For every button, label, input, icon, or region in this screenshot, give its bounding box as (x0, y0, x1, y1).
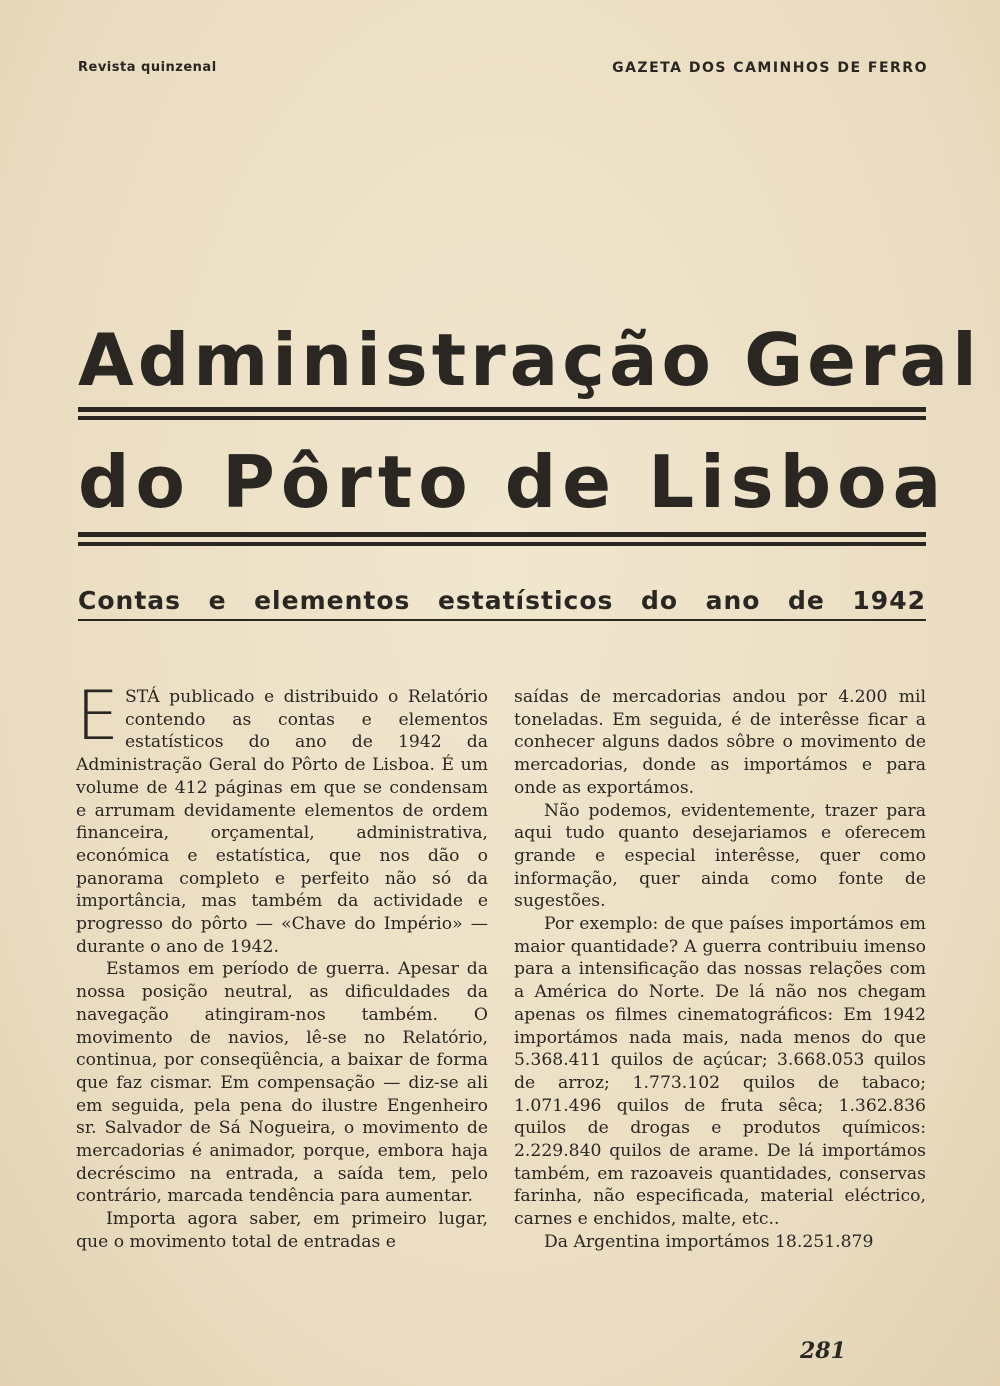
paragraph: Estamos em período de guerra. Apesar da nossa posição neutral, as dificuldades da navegação atingiram-nos também. O movimento de navios, lê-se no Relatório, continua, por conseqüência, a baixar de forma que faz cismar. Em compensação — diz-se ali em seguida, pela pena do ilustre Engenheiro sr. Salvador de Sá Nogueira, o movimento de mercadorias é animador, porque, embora haja decréscimo na entrada, a saída tem, pelo contrário, marcada tendência para aumentar. (76, 959, 488, 1207)
title-rule (78, 407, 926, 412)
paragraph: saídas de mercadorias andou por 4.200 mil toneladas. Em seguida, é de interêsse ficar a conhecer alguns dados sôbre o movimento de mercadorias, donde as importámos e para onde as exportámos. (514, 687, 926, 798)
title-rule (78, 416, 926, 420)
title-rule (78, 542, 926, 546)
paragraph: Da Argentina importámos 18.251.879 (544, 1231, 874, 1252)
article-column-right (514, 686, 926, 1254)
page-number: 281 (800, 1338, 846, 1364)
magazine-frequency: Revista quinzenal (78, 60, 217, 75)
article-title-line-2: do Pôrto de Lisboa (78, 440, 948, 524)
article-column-left (76, 677, 488, 1254)
title-rule (78, 532, 926, 537)
article-title-line-1: Administração Geral (78, 318, 981, 402)
drop-cap: E (76, 677, 119, 756)
paragraph: Por exemplo: de que países importámos em maior quantidade? A guerra contribuiu imenso para a intensificação das nossas relações com a América do Norte. De lá não nos chegam apenas os filmes cinematográficos: Em 1942 importámos nada mais, nada menos do que 5.368.411 quilos de açúcar; 3.668.053 quilos de arroz; 1.773.102 quilos de tabaco; 1.071.496 quilos de fruta sêca; 1.362.836 quilos de drogas e produtos químicos: 2.229.840 quilos de arame. De lá importámos também, em razoaveis quantidades, conservas farinha, não especificada, material eléctrico, carnes e enchidos, malte, etc.. (514, 914, 926, 1230)
magazine-title: GAZETA DOS CAMINHOS DE FERRO (612, 60, 928, 76)
paragraph: Importa agora saber, em primeiro lugar, que o movimento total de entradas e (76, 1209, 488, 1252)
paragraph: Não podemos, evidentemente, trazer para aqui tudo quanto desejariamos e oferecem grande e especial interêsse, quer como informação, quer ainda como fonte de sugestões. (514, 800, 926, 912)
article-subtitle: Contas e elementos estatísticos do ano de 1942 (78, 586, 926, 621)
paragraph: ESTÁ publicado e distribuido o Relatório contendo as contas e elementos estatísticos do ano de 1942 da Administração Geral do Pôrto de Lisboa. É um volume de 412 páginas em que se condensam e arrumam devidamente elementos de ordem financeira, orçamental, administrativa, económica e estatística, que nos dão o panorama completo e perfeito não só da importância, mas também da actividade e progresso do pôrto — «Chave do Império» — durante o ano de 1942. (76, 677, 488, 957)
